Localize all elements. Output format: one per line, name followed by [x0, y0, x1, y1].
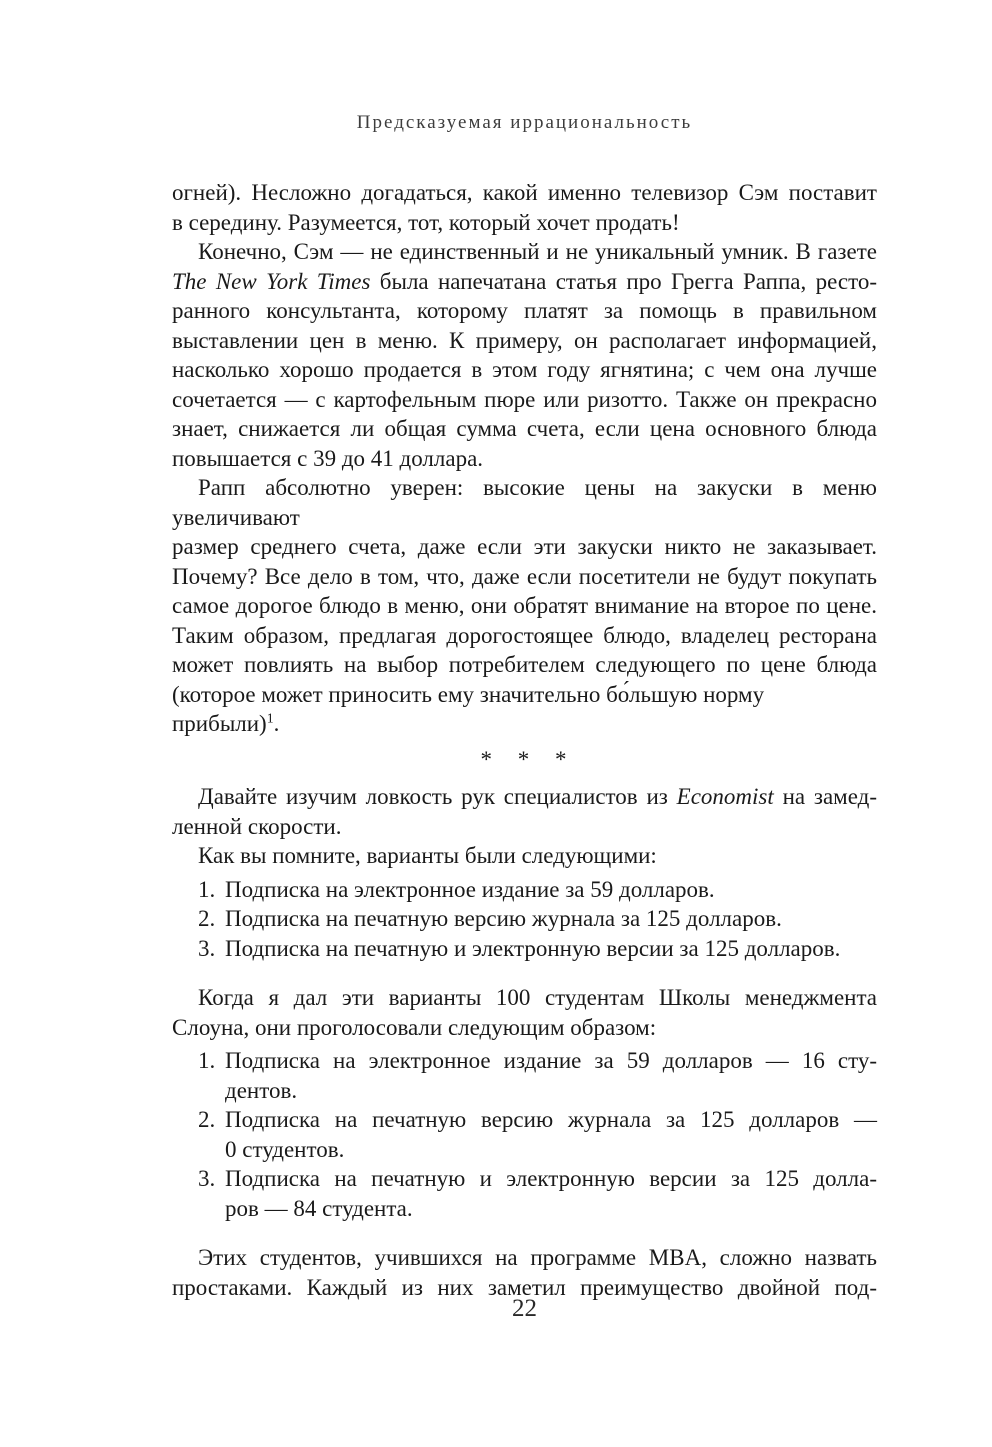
text-segment: Подписка на печатную версию журнала за 125 долларов.	[225, 906, 782, 931]
text-segment: размер среднего счета, даже если эти закуски никто не заказывает.	[172, 534, 877, 559]
text-segment: Подписка на печатную и электронную версии за 125 долларов.	[225, 935, 841, 961]
text-line	[172, 841, 877, 871]
paragraph	[172, 237, 877, 473]
text-segment: Подписка на электронное издание за 59 долларов.	[225, 876, 715, 902]
text-segment: (которое может приносить ему значительно бо́льшую норму прибыли)	[172, 681, 765, 736]
text-line	[172, 782, 877, 812]
text-segment: .	[273, 711, 280, 736]
list-item	[172, 1164, 877, 1223]
text-segment: выставлении цен в меню. К примеру, он располагает информацией,	[172, 327, 877, 353]
text-segment: самое дорогое блюдо в меню, они обратят внимание на второе по цене.	[172, 593, 877, 618]
text-segment: Когда я дал эти варианты 100 студентам Школы менеджмента	[198, 985, 877, 1010]
text-line	[172, 326, 877, 356]
text-segment: ров — 84 студента.	[225, 1195, 413, 1221]
text-line	[172, 296, 877, 326]
ordered-list	[172, 1046, 877, 1223]
text-line	[172, 621, 877, 651]
list-item	[172, 1046, 877, 1105]
text-line	[172, 355, 877, 385]
section-separator: * * *	[480, 746, 569, 772]
text-line	[225, 1105, 877, 1135]
text-line	[172, 208, 877, 238]
text-segment: ранного консультанта, которому платят за помощь в правильном	[172, 298, 877, 323]
text-line	[172, 178, 877, 208]
text-line	[225, 904, 877, 934]
text-segment: сочетается — с картофельным пюре или ризотто. Также он прекрасно	[172, 386, 877, 412]
text-segment: Рапп абсолютно уверен: высокие цены на закуски в меню увеличивают	[172, 475, 877, 530]
text-line	[225, 1164, 877, 1194]
text-line	[225, 1076, 877, 1106]
italic-text: The New York Times	[172, 268, 371, 294]
text-segment: повышается с 39 до 41 доллара.	[172, 445, 484, 471]
text-segment: Конечно, Сэм — не единственный и не уникальный умник. В газете	[198, 239, 877, 264]
running-head: Предсказуемая иррациональность	[356, 112, 693, 133]
text-line	[172, 562, 877, 592]
text-line	[172, 237, 877, 267]
ordered-list	[172, 875, 877, 964]
text-line	[225, 875, 877, 905]
list-item-number: 3.	[198, 935, 216, 961]
text-segment: насколько хорошо продается в этом году ягнятина; с чем она лучше	[172, 357, 877, 382]
paragraph	[172, 782, 877, 841]
text-segment: огней). Несложно догадаться, какой именно телевизор Сэм поставит	[172, 180, 877, 205]
footnote-ref: 1	[266, 710, 274, 726]
list-item-number: 1.	[198, 876, 216, 902]
text-segment: Этих студентов, учившихся на программе MBA, сложно назвать	[198, 1245, 877, 1270]
text-segment: Почему? Все дело в том, что, даже если посетители не будут покупать	[172, 563, 877, 589]
list-item-number: 2.	[198, 906, 216, 931]
list-item	[172, 904, 877, 934]
text-segment: Подписка на печатную версию журнала за 125 долларов —	[225, 1107, 877, 1132]
page-number: 22	[512, 1295, 537, 1322]
text-segment: 0 студентов.	[225, 1136, 345, 1162]
text-line	[172, 414, 877, 444]
list-item-number: 3.	[198, 1166, 216, 1191]
text-segment: была напечатана статья про Грегга Раппа, ресто-	[370, 268, 877, 294]
text-line	[225, 1135, 877, 1165]
list-item-number: 2.	[198, 1107, 216, 1132]
text-line	[225, 1194, 877, 1224]
text-line	[172, 1013, 877, 1043]
text-line	[172, 1243, 877, 1273]
text-segment: знает, снижается ли общая сумма счета, если цена основного блюда	[172, 416, 877, 441]
text-line	[172, 680, 877, 739]
text-segment: дентов.	[225, 1077, 298, 1103]
text-segment: на замед-	[773, 784, 877, 809]
paragraph	[172, 178, 877, 237]
text-line	[172, 983, 877, 1013]
italic-text: Economist	[676, 784, 774, 809]
text-line	[172, 591, 877, 621]
paragraph	[172, 983, 877, 1042]
text-line	[172, 473, 877, 532]
text-line	[172, 444, 877, 474]
text-line	[172, 812, 877, 842]
text-segment: Как вы помните, варианты были следующими:	[198, 843, 657, 868]
list-item	[172, 1105, 877, 1164]
text-segment: Подписка на электронное издание за 59 долларов — 16 сту-	[225, 1048, 877, 1073]
text-line	[172, 650, 877, 680]
paragraph	[172, 1243, 877, 1302]
body-text	[172, 178, 877, 1302]
text-segment: Давайте изучим ловкость рук специалистов из	[198, 784, 677, 809]
list-item-number: 1.	[198, 1048, 216, 1073]
text-segment: может повлиять на выбор потребителем следующего по цене блюда	[172, 652, 877, 677]
paragraph	[172, 473, 877, 739]
text-segment: Подписка на печатную и электронную версии за 125 долла-	[225, 1166, 877, 1191]
paragraph	[172, 841, 877, 871]
list-item	[172, 875, 877, 905]
text-segment: в середину. Разумеется, тот, который хочет продать!	[172, 209, 680, 235]
text-line	[172, 267, 877, 297]
text-line	[225, 1046, 877, 1076]
text-segment: ленной скорости.	[172, 813, 342, 839]
list-item	[172, 934, 877, 964]
text-line	[225, 934, 877, 964]
text-segment: Таким образом, предлагая дорогостоящее блюдо, владелец ресторана	[172, 622, 877, 648]
text-segment: Слоуна, они проголосовали следующим образом:	[172, 1014, 657, 1040]
text-line	[172, 532, 877, 562]
text-line	[172, 385, 877, 415]
text-segment: простаками. Каждый из них заметил преимущество двойной под-	[172, 1274, 877, 1300]
